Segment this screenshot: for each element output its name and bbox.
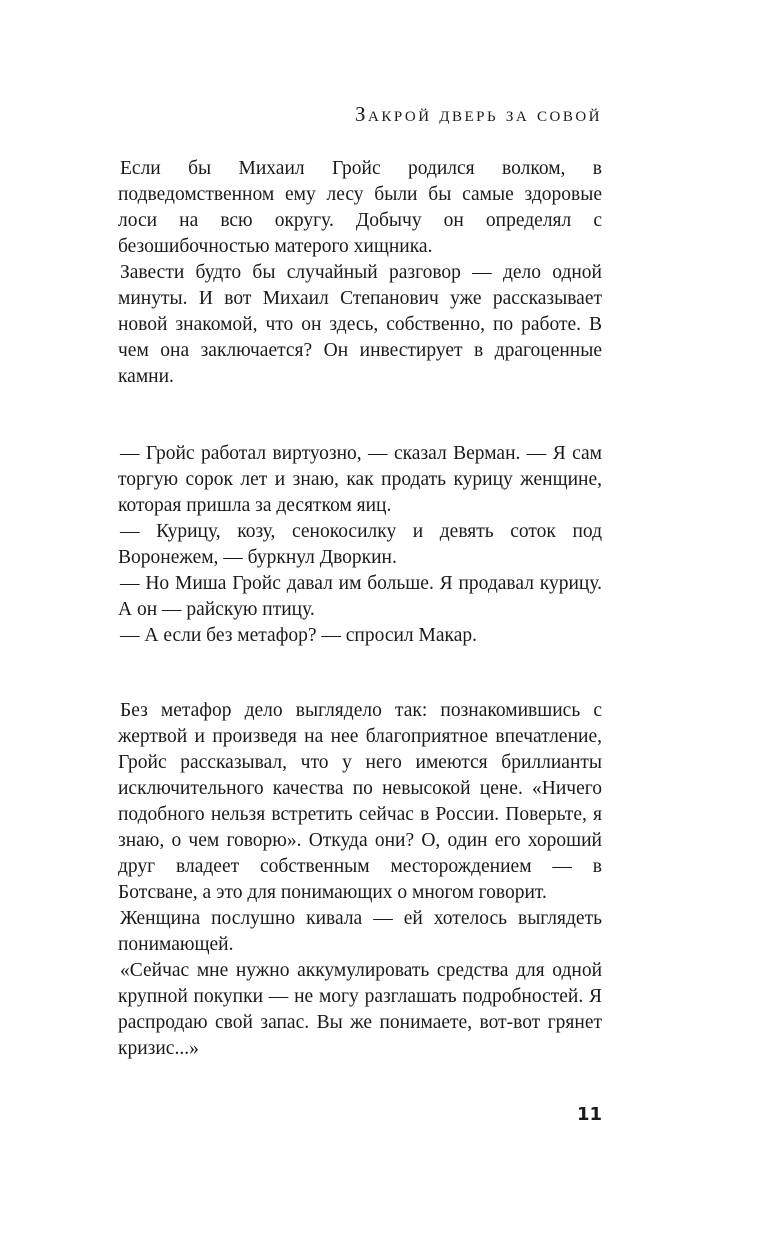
paragraph: «Сейчас мне нужно аккумулировать средства для одной крупной покупки — не могу разглашать подробностей. Я распродаю свой запас. Вы же понимаете, вот-вот грянет кризис...»: [118, 960, 602, 1059]
dialogue-line: — Но Миша Гройс давал им больше. Я продавал курицу. А он — райскую птицу.: [118, 573, 602, 620]
text-block-1: [118, 156, 602, 390]
paragraph: Без метафор дело выглядело так: познакомившись с жертвой и произведя на нее благоприятное впечатление, Гройс рассказывал, что у него имеются бриллианты исключительного качества по невысокой цене. «Ничего подобного нельзя встретить сейчас в России. Поверьте, я знаю, о чем говорю». Откуда они? О, один его хороший друг владеет собственным месторождением — в Ботсване, а это для понимающих о многом говорит.: [118, 700, 602, 903]
dialogue-line: — А если без метафор? — спросил Макар.: [120, 625, 477, 646]
paragraph: Женщина послушно кивала — ей хотелось выглядеть понимающей.: [118, 908, 602, 955]
text-block-3: [118, 698, 602, 1062]
dialogue-block: [118, 441, 602, 649]
dialogue-line: — Гройс работал виртуозно, — сказал Верман. — Я сам торгую сорок лет и знаю, как продать курицу женщине, которая пришла за десятком яиц.: [118, 443, 602, 516]
page-number: 11: [576, 1104, 602, 1125]
dialogue-line: — Курицу, козу, сенокосилку и девять соток под Воронежем, — буркнул Дворкин.: [118, 521, 602, 568]
running-head: Закрой дверь за совой: [354, 102, 602, 126]
paragraph: Если бы Михаил Гройс родился волком, в подведомственном ему лесу были бы самые здоровые лоси на всю округу. Добычу он определял с безошибочностью матерого хищника.: [118, 158, 602, 257]
paragraph: Завести будто бы случайный разговор — дело одной минуты. И вот Михаил Степанович уже рассказывает новой знакомой, что он здесь, собственно, по работе. В чем она заключается? Он инвестирует в драгоценные камни.: [118, 262, 602, 387]
